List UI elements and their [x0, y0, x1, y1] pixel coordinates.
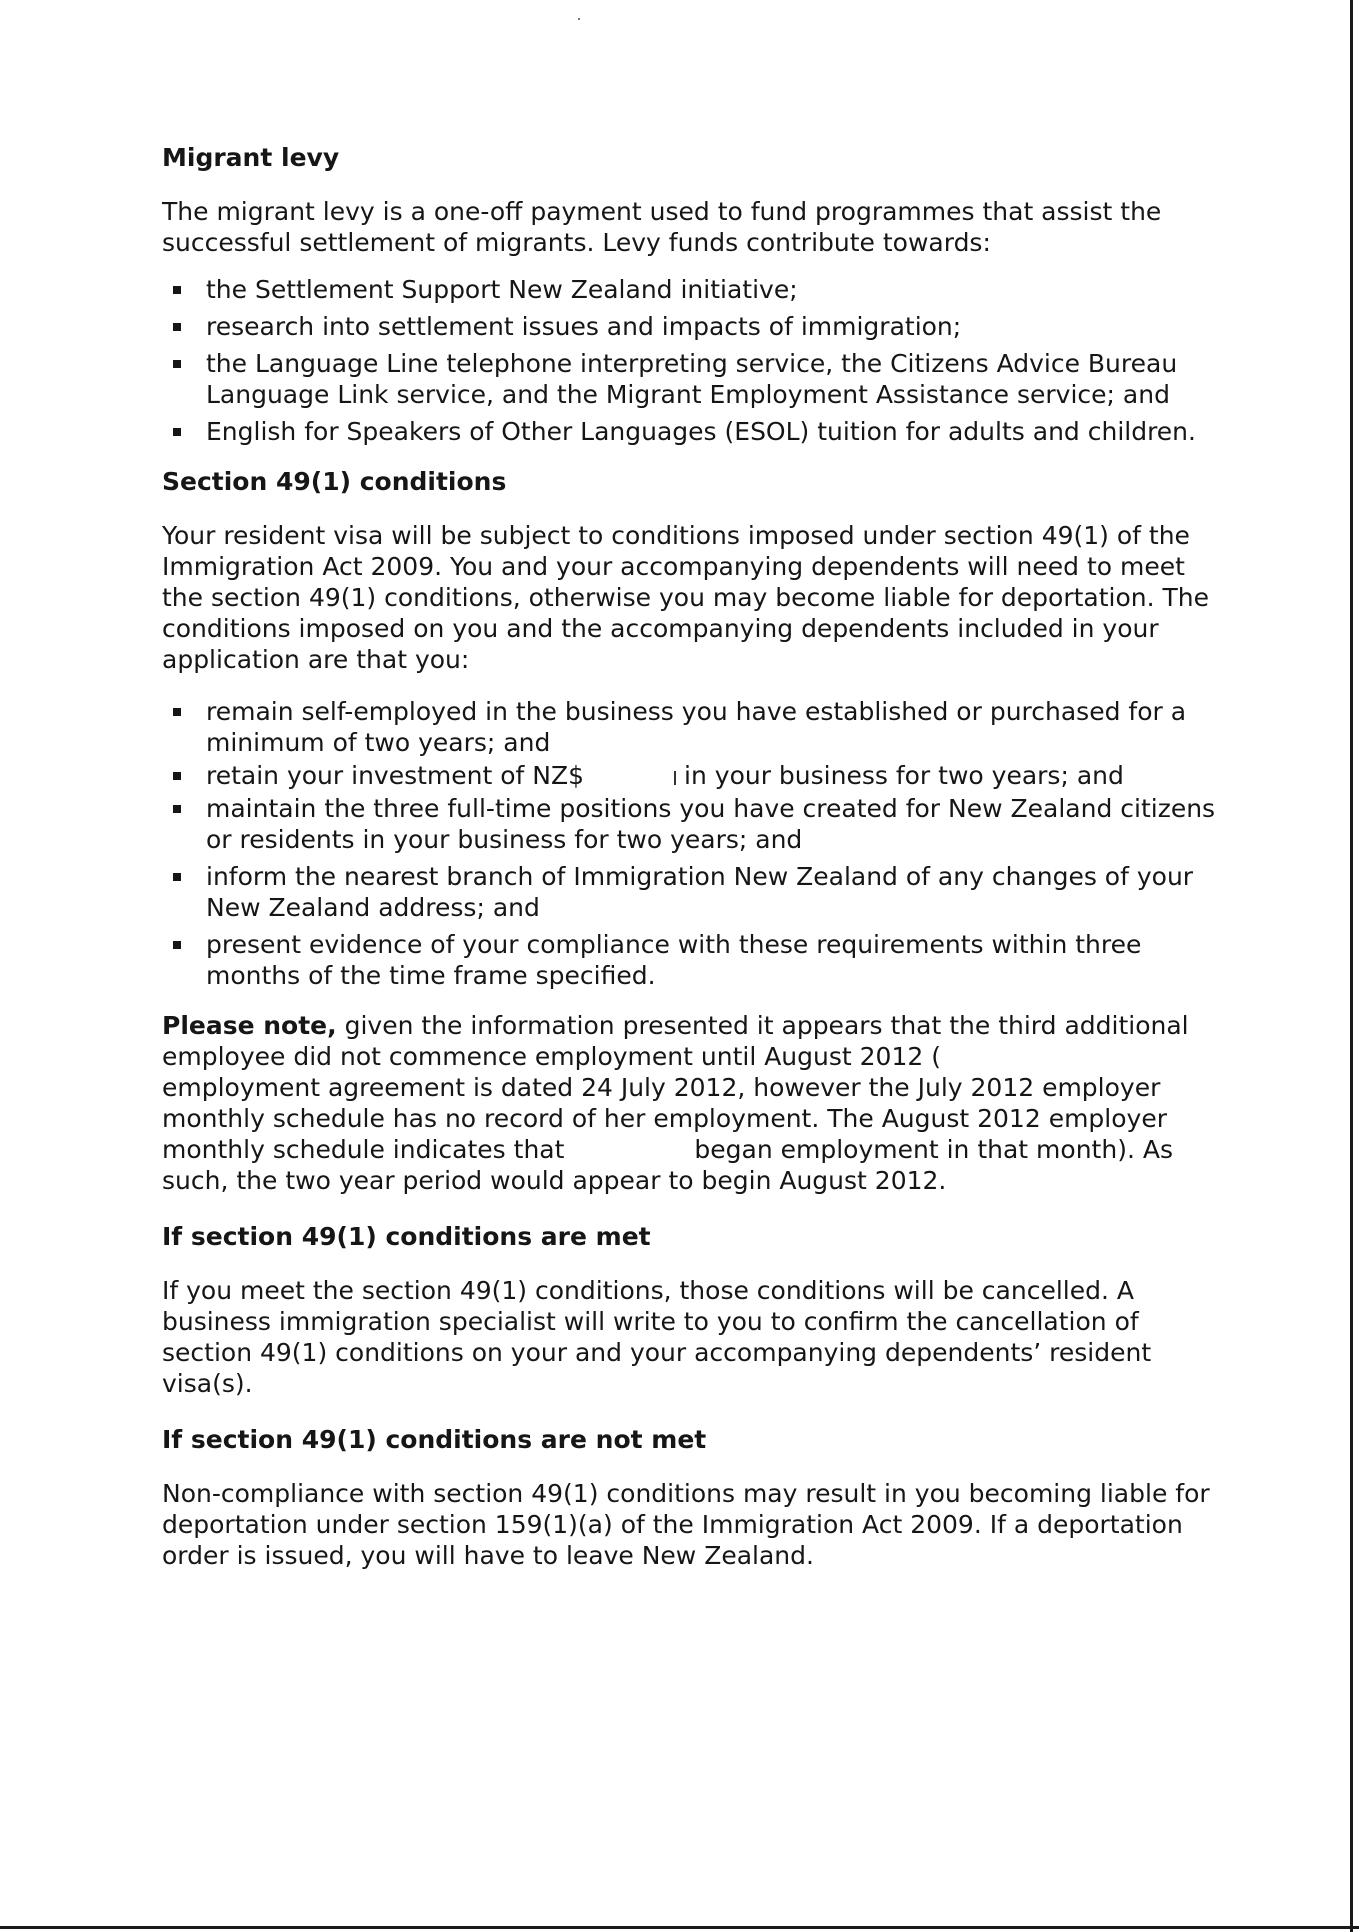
heading-conditions-met: If section 49(1) conditions are met — [162, 1222, 651, 1251]
scan-edge-right — [1350, 0, 1353, 1932]
bullet-square-icon — [173, 708, 181, 716]
list-item: the Language Line telephone interpreting service, the Citizens Advice Bureau Language Link service, and the Migrant Employment Assistance service; and — [162, 348, 1222, 410]
bullet-square-icon — [173, 805, 181, 813]
migrant-levy-intro: The migrant levy is a one-off payment used to fund programmes that assist the successful settlement of migrants. Levy funds contribute towards: — [162, 197, 1162, 257]
redaction-mark — [674, 771, 676, 785]
bullet-square-icon — [173, 772, 181, 780]
list-item: English for Speakers of Other Languages (ESOL) tuition for adults and children. — [162, 416, 1222, 447]
bullet-square-icon — [173, 286, 181, 294]
bullet-square-icon — [173, 873, 181, 881]
list-item: inform the nearest branch of Immigration New Zealand of any changes of your New Zealand address; and — [162, 861, 1222, 923]
conditions-met-text: If you meet the section 49(1) conditions, those conditions will be cancelled. A business immigration specialist will write to you to confirm the cancellation of section 49(1) conditions on your and your accompanying dependents’ resident visa(s). — [162, 1276, 1152, 1398]
list-item: research into settlement issues and impacts of immigration; — [162, 311, 1222, 342]
conditions-list — [162, 696, 1222, 991]
scan-edge-bottom — [0, 1926, 1359, 1929]
heading-section-49-conditions: Section 49(1) conditions — [162, 467, 507, 496]
list-item: the Settlement Support New Zealand initiative; — [162, 274, 1222, 305]
list-item: present evidence of your compliance with these requirements within three months of the time frame specified. — [162, 929, 1222, 991]
please-note-lead: Please note, — [162, 1011, 337, 1040]
list-item: maintain the three full-time positions you have created for New Zealand citizens or residents in your business for two years; and — [162, 793, 1222, 855]
list-item: remain self-employed in the business you have established or purchased for a minimum of two years; and — [162, 696, 1222, 758]
conditions-not-met-text: Non-compliance with section 49(1) conditions may result in you becoming liable for deportation under section 159(1)(a) of the Immigration Act 2009. If a deportation order is issued, you will have to leave New Zealand. — [162, 1479, 1210, 1570]
bullet-square-icon — [173, 360, 181, 368]
scan-speck — [578, 18, 580, 20]
bullet-square-icon — [173, 428, 181, 436]
conditions-intro: Your resident visa will be subject to conditions imposed under section 49(1) of the Immigration Act 2009. You and your accompanying dependents will need to meet the section 49(1) conditions, otherwise you may become liable for deportation. The conditions imposed on you and the accompanying dependents included in your application are that you: — [162, 521, 1210, 674]
heading-migrant-levy: Migrant levy — [162, 143, 340, 172]
bullet-square-icon — [173, 323, 181, 331]
document-body — [162, 138, 1222, 1571]
heading-conditions-not-met: If section 49(1) conditions are not met — [162, 1425, 707, 1454]
list-item: retain your investment of NZ$ in your business for two years; and — [162, 760, 1222, 791]
please-note-paragraph: Please note, given the information presented it appears that the third additional employee did not commence employment until August 2012 ( employment agreement is dated 24 July 2012, however the July 2012 employer monthly schedule has no record of her employment. The August 2012 employer monthly schedule indicates that began employment in that month). As such, the two year period would appear to begin August 2012. — [162, 1011, 1189, 1195]
bullet-square-icon — [173, 941, 181, 949]
levy-funds-list — [162, 274, 1222, 447]
